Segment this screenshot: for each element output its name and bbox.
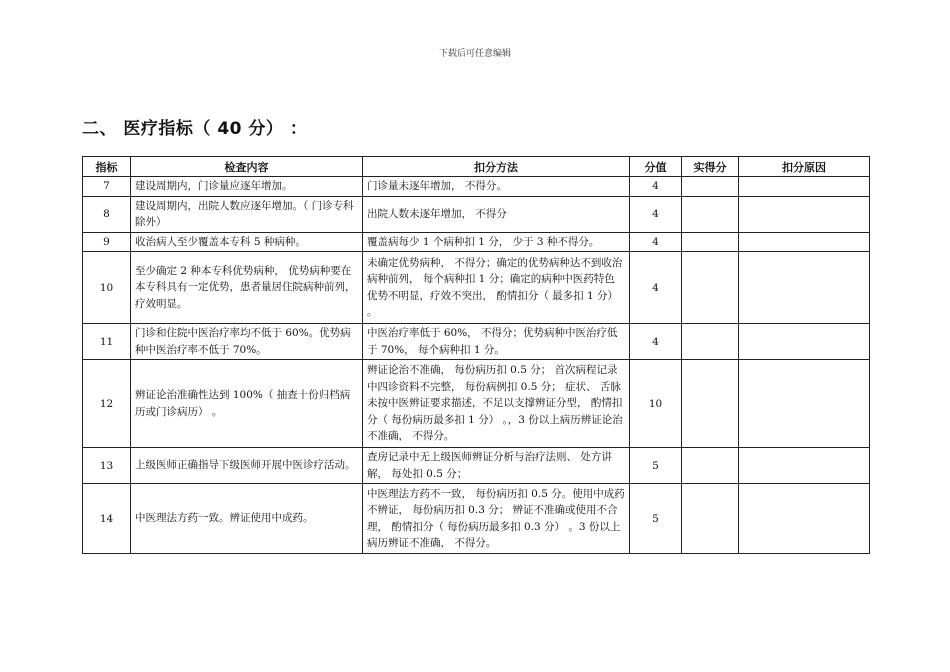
row-actual-score xyxy=(682,448,739,484)
row-score: 4 xyxy=(630,177,682,197)
row-method: 门诊量未逐年增加， 不得分。 xyxy=(363,177,630,197)
row-actual-score xyxy=(682,484,739,554)
row-method: 查房记录中无上级医师辨证分析与治疗法则、 处方讲解， 每处扣 0.5 分； xyxy=(363,448,630,484)
row-id: 8 xyxy=(83,196,131,232)
table-row xyxy=(83,360,870,448)
row-content: 辨证论治准确性达到 100%（ 抽查十份归档病历或门诊病历） 。 xyxy=(131,360,363,448)
row-method: 出院人数未逐年增加， 不得分 xyxy=(363,196,630,232)
row-method: 覆盖病每少 1 个病种扣 1 分， 少于 3 种不得分。 xyxy=(363,232,630,252)
row-score: 5 xyxy=(630,448,682,484)
row-content: 建设周期内，门诊量应逐年增加。 xyxy=(131,177,363,197)
row-actual-score xyxy=(682,232,739,252)
section-title: 二、 医疗指标（ 40 分） ： xyxy=(82,119,308,139)
row-method: 辨证论治不准确， 每份病历扣 0.5 分； 首次病程记录中四诊资料不完整， 每份病例扣 0.5 分； 症状、 舌脉未按中医辨证要求描述，不足以支撑辨证分型， 酌情扣分（ 每份病历最多扣 1 分） 。，3 份以上病历辨证论治不准确， 不得分。 xyxy=(363,360,630,448)
row-content: 至少确定 2 种本专科优势病种， 优势病种要在本专科具有一定优势，患者量居住院病种前列，疗效明显。 xyxy=(131,252,363,324)
row-score: 4 xyxy=(630,252,682,324)
scoring-table xyxy=(82,156,870,554)
row-reason xyxy=(739,324,870,360)
row-score: 4 xyxy=(630,196,682,232)
row-reason xyxy=(739,448,870,484)
row-score: 10 xyxy=(630,360,682,448)
row-id: 14 xyxy=(83,484,131,554)
table-row xyxy=(83,324,870,360)
header-note: 下载后可任意编辑 xyxy=(438,49,511,59)
column-header-id: 指标 xyxy=(83,157,131,177)
table-row xyxy=(83,232,870,252)
row-reason xyxy=(739,232,870,252)
row-score: 4 xyxy=(630,232,682,252)
row-id: 12 xyxy=(83,360,131,448)
row-actual-score xyxy=(682,360,739,448)
row-score: 5 xyxy=(630,484,682,554)
row-id: 11 xyxy=(83,324,131,360)
row-content: 中医理法方药一致。辨证使用中成药。 xyxy=(131,484,363,554)
row-content: 建设周期内，出院人数应逐年增加。（ 门诊专科除外） xyxy=(131,196,363,232)
row-reason xyxy=(739,252,870,324)
column-header-actual: 实得分 xyxy=(682,157,739,177)
column-header-method: 扣分方法 xyxy=(363,157,630,177)
row-id: 9 xyxy=(83,232,131,252)
table-row xyxy=(83,484,870,554)
row-method: 中医理法方药不一致， 每份病历扣 0.5 分。使用中成药不辨证， 每份病历扣 0.3 分； 辨证不准确或使用不合理， 酌情扣分（ 每份病历最多扣 0.3 分） 。3 份以上病历辨证不准确， 不得分。 xyxy=(363,484,630,554)
row-content: 收治病人至少覆盖本专科 5 种病种。 xyxy=(131,232,363,252)
row-content: 门诊和住院中医治疗率均不低于 60%。优势病种中医治疗率不低于 70%。 xyxy=(131,324,363,360)
row-actual-score xyxy=(682,324,739,360)
table-header-row xyxy=(83,157,870,177)
row-score: 4 xyxy=(630,324,682,360)
row-actual-score xyxy=(682,196,739,232)
table-row xyxy=(83,252,870,324)
row-reason xyxy=(739,177,870,197)
row-id: 7 xyxy=(83,177,131,197)
row-actual-score xyxy=(682,177,739,197)
row-reason xyxy=(739,484,870,554)
column-header-reason: 扣分原因 xyxy=(739,157,870,177)
table-row xyxy=(83,196,870,232)
row-method: 中医治疗率低于 60%， 不得分；优势病种中医治疗低于 70%， 每个病种扣 1 分。 xyxy=(363,324,630,360)
row-reason xyxy=(739,196,870,232)
row-actual-score xyxy=(682,252,739,324)
row-reason xyxy=(739,360,870,448)
row-id: 13 xyxy=(83,448,131,484)
row-content: 上级医师正确指导下级医师开展中医诊疗活动。 xyxy=(131,448,363,484)
column-header-score: 分值 xyxy=(630,157,682,177)
table-row xyxy=(83,177,870,197)
row-method: 未确定优势病种， 不得分；确定的优势病种达不到收治病种前列， 每个病种扣 1 分；确定的病种中医药特色优势不明显，疗效不突出， 酌情扣分（ 最多扣 1 分） 。 xyxy=(363,252,630,324)
row-id: 10 xyxy=(83,252,131,324)
table-row xyxy=(83,448,870,484)
column-header-content: 检查内容 xyxy=(131,157,363,177)
